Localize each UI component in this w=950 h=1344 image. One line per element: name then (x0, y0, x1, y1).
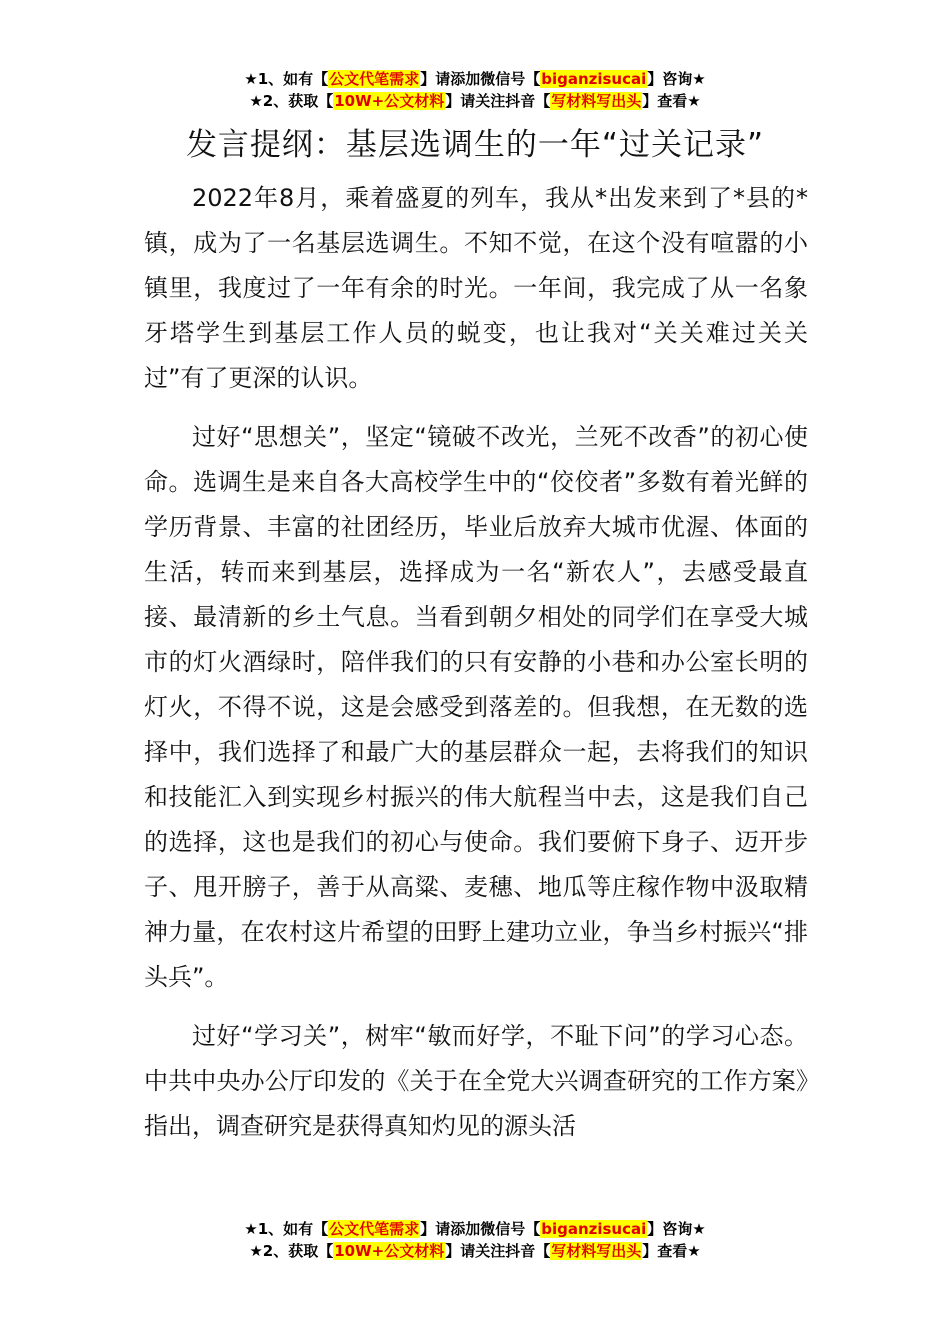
promo-text: 】咨询★ (647, 70, 706, 88)
promo-highlight: 公文代笔需求 (329, 70, 420, 88)
promo-highlight: 公文代笔需求 (329, 1220, 420, 1238)
promo-line-1 (0, 68, 950, 90)
promo-highlight-douyin: 写材料写出头 (551, 1242, 642, 1260)
promo-highlight-wechat: biganzisucai (541, 70, 647, 88)
document-body (144, 176, 808, 1163)
promo-highlight-wechat: biganzisucai (541, 1220, 647, 1238)
promo-line-2 (0, 1240, 950, 1262)
promo-highlight: 10W+公文材料 (334, 1242, 445, 1260)
promo-line-2 (0, 90, 950, 112)
promo-text: 】咨询★ (647, 1220, 706, 1238)
promo-text: 】请添加微信号【 (420, 1220, 541, 1238)
promo-text: 】请关注抖音【 (445, 1242, 551, 1260)
promo-line-1 (0, 1218, 950, 1240)
promo-text: ★2、获取【 (249, 92, 334, 110)
document-title: 发言提纲：基层选调生的一年“过关记录” (185, 127, 765, 163)
promo-highlight: 10W+公文材料 (334, 92, 445, 110)
promo-text: ★2、获取【 (249, 1242, 334, 1260)
promo-text: ★1、如有【 (244, 70, 329, 88)
paragraph-intro: 2022年8月，乘着盛夏的列车，我从*出发来到了*县的*镇，成为了一名基层选调生。不知不觉，在这个没有喧嚣的小镇里，我度过了一年有余的时光。一年间，我完成了从一名象牙塔学生到基层工作人员的蜕变，也让我对“关关难过关关过”有了更深的认识。 (144, 184, 808, 392)
promo-text: 】请关注抖音【 (445, 92, 551, 110)
footer-promo-banner (0, 1218, 950, 1262)
promo-text: 】查看★ (642, 92, 701, 110)
promo-text: ★1、如有【 (244, 1220, 329, 1238)
paragraph-thought: 过好“思想关”，坚定“镜破不改光，兰死不改香”的初心使命。选调生是来自各大高校学生中的“佼佼者”多数有着光鲜的学历背景、丰富的社团经历，毕业后放弃大城市优渥、体面的生活，转而来到基层，选择成为一名“新农人”，去感受最直接、最清新的乡土气息。当看到朝夕相处的同学们在享受大城市的灯火酒绿时，陪伴我们的只有安静的小巷和办公室长明的灯火，不得不说，这是会感受到落差的。但我想，在无数的选择中，我们选择了和最广大的基层群众一起，去将我们的知识和技能汇入到实现乡村振兴的伟大航程当中去，这是我们自己的选择，这也是我们的初心与使命。我们要俯下身子、迈开步子、甩开膀子，善于从高粱、麦穗、地瓜等庄稼作物中汲取精神力量，在农村这片希望的田野上建功立业，争当乡村振兴“排头兵”。 (144, 423, 808, 991)
promo-text: 】查看★ (642, 1242, 701, 1260)
promo-text: 】请添加微信号【 (420, 70, 541, 88)
paragraph-study: 过好“学习关”，树牢“敏而好学，不耻下问”的学习心态。中共中央办公厅印发的《关于在全党大兴调查研究的工作方案》指出，调查研究是获得真知灼见的源头活 (144, 1022, 808, 1140)
promo-highlight-douyin: 写材料写出头 (551, 92, 642, 110)
header-promo-banner (0, 68, 950, 112)
